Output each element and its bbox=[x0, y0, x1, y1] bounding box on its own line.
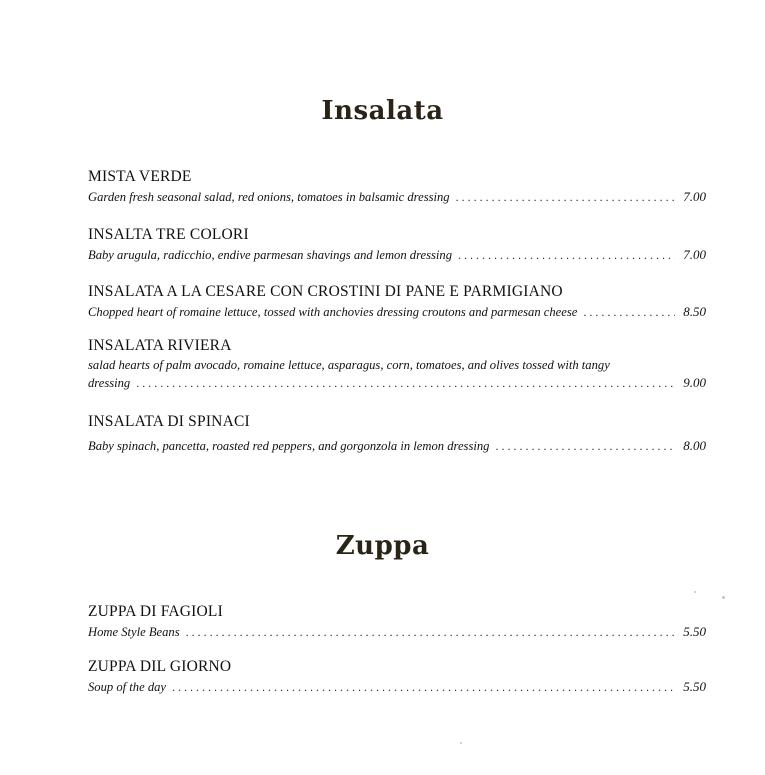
dot-leader bbox=[172, 679, 675, 696]
menu-item-zuppa-di-fagioli bbox=[88, 603, 706, 641]
dot-leader bbox=[186, 624, 676, 641]
zuppa-title: Zuppa bbox=[335, 531, 430, 561]
item-description: Chopped heart of romaine lettuce, tossed with anchovies dressing croutons and parmesan cheese bbox=[88, 305, 578, 319]
item-name: MISTA VERDE bbox=[88, 168, 192, 185]
item-price: 7.00 bbox=[683, 189, 706, 204]
item-price: 7.00 bbox=[683, 247, 706, 262]
paper-speck bbox=[460, 742, 462, 744]
dot-leader bbox=[583, 304, 675, 321]
paper-speck bbox=[722, 596, 725, 599]
item-description: Baby spinach, pancetta, roasted red peppers, and gorgonzola in lemon dressing bbox=[88, 439, 490, 453]
item-price: 9.00 bbox=[683, 375, 706, 390]
menu-item-mista-verde bbox=[88, 168, 706, 206]
menu-item-insalata-di-spinaci bbox=[88, 413, 706, 455]
dot-leader bbox=[136, 375, 675, 392]
item-description-end: dressing bbox=[88, 376, 131, 390]
item-price: 8.50 bbox=[683, 304, 706, 319]
item-name: ZUPPA DI FAGIOLI bbox=[88, 603, 223, 620]
item-name: INSALATA RIVIERA bbox=[88, 337, 232, 354]
item-description: Baby arugula, radicchio, endive parmesan shavings and lemon dressing bbox=[88, 248, 453, 262]
item-price: 5.50 bbox=[683, 679, 706, 694]
item-name: INSALATA DI SPINACI bbox=[88, 413, 250, 430]
item-name: INSALATA A LA CESARE CON CROSTINI DI PANE E PARMIGIANO bbox=[88, 283, 563, 300]
menu-item-zuppa-dil-giorno bbox=[88, 658, 706, 696]
dot-leader bbox=[458, 247, 675, 264]
item-description: Home Style Beans bbox=[88, 625, 180, 639]
item-price: 8.00 bbox=[683, 438, 706, 453]
menu-item-insalta-tre-colori bbox=[88, 226, 706, 264]
dot-leader bbox=[456, 189, 676, 206]
item-name: INSALTA TRE COLORI bbox=[88, 226, 249, 243]
insalata-title: Insalata bbox=[321, 96, 444, 126]
item-name: ZUPPA DIL GIORNO bbox=[88, 658, 232, 675]
dot-leader bbox=[495, 438, 675, 455]
item-description: Soup of the day bbox=[88, 680, 166, 694]
menu-item-insalata-cesare bbox=[88, 283, 706, 321]
menu-item-insalata-riviera bbox=[88, 337, 706, 392]
item-price: 5.50 bbox=[683, 624, 706, 639]
paper-speck bbox=[694, 591, 696, 593]
item-description: salad hearts of palm avocado, romaine lettuce, asparagus, corn, tomatoes, and olives tossed with tangy bbox=[88, 358, 610, 372]
item-description: Garden fresh seasonal salad, red onions, tomatoes in balsamic dressing bbox=[88, 190, 450, 204]
